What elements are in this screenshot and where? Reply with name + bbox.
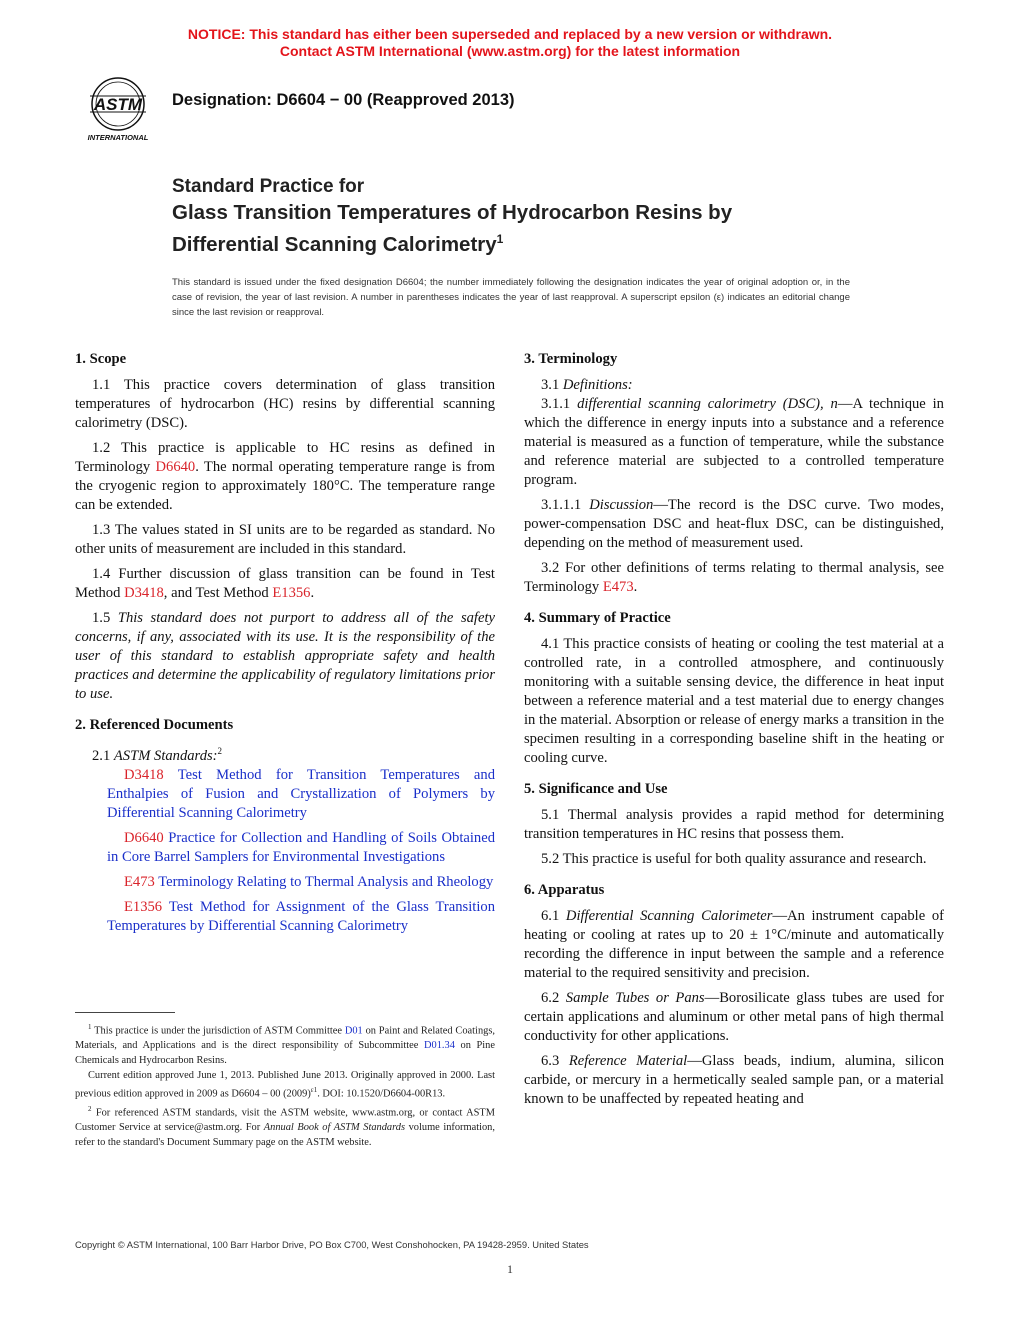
summary-heading: 4. Summary of Practice: [524, 610, 671, 626]
scope-1-1: 1.1 This practice covers determination of glass transition temperatures of hydrocarbon (HC) resins by differential scanning calorimetry (DSC).: [75, 377, 495, 431]
scope-1-4-text-c: .: [310, 585, 315, 601]
footnote-2-text: For referenced ASTM standards, visit the ASTM website, www.astm.org, or contact ASTM Customer Service at service@astm.org. For: [75, 1107, 495, 1134]
link-d01-34[interactable]: D01.34: [424, 1040, 455, 1052]
footnote-2-mark: 2: [88, 1104, 92, 1113]
issuance-note: This standard is issued under the fixed designation D6604; the number immediately following the designation indicates the year of original adoption or, in the case of revision, the year of last revision. A number in parentheses indicates the year of last reapproval. A superscript epsilon (ε) indicates an editorial change since the last revision or reapproval.: [172, 277, 850, 318]
summary-4-1: 4.1 This practice consists of heating or cooling the test material at a controlled rate, in a controlled atmosphere, and continuously monitoring with a suitable sensing device, the difference in heat input between a reference material and a test material due to energy changes in the material. Absorption or release of energy marks a transition in the specimen resulting in a corresponding baseline shift in the heating or cooling curve.: [524, 636, 944, 766]
notice-banner: [0, 26, 1020, 60]
scope-1-4: [75, 565, 495, 603]
reference-item[interactable]: [90, 873, 495, 892]
astm-standards-text: ASTM Standards:: [113, 747, 218, 764]
apparatus-6-2: [524, 989, 944, 1046]
footnote-edition-doi: . DOI: 10.1520/D6604-00R13.: [317, 1088, 446, 1100]
link-d01[interactable]: D01: [344, 1025, 363, 1037]
definitions-label: [524, 376, 944, 395]
astm-standards-num: 2.1: [92, 747, 114, 764]
reference-code[interactable]: E473: [124, 873, 155, 890]
reference-title[interactable]: Test Method for Transition Temperatures and Enthalpies of Fusion and Crystallization of Polymers by Differential Scanning Calorimetry: [107, 766, 495, 821]
apparatus-6-1-num: 6.1: [541, 908, 566, 924]
title-line-3-text: Differential Scanning Calorimetry: [172, 233, 497, 256]
link-d6640[interactable]: D6640: [155, 459, 196, 475]
terminology-3-2-text-b: .: [633, 579, 638, 595]
term-dsc-text: —A technique in which the difference in energy inputs into a substance and a reference material is measured as a function of temperature, while the substance and reference material are subjected to a controlled temperature program.: [524, 396, 944, 488]
reference-item[interactable]: [90, 829, 495, 867]
scope-1-2-text-b: . The normal operating temperature range is from the cryogenic region to approximately 180°C. The temperature range can be extended.: [75, 459, 495, 513]
reference-title[interactable]: Terminology Relating to Thermal Analysis and Rheology: [154, 873, 494, 890]
term-dsc: [524, 395, 944, 490]
reference-title[interactable]: Practice for Collection and Handling of Soils Obtained in Core Barrel Samplers for Environmental Investigations: [107, 829, 495, 865]
apparatus-6-2-num: 6.2: [541, 990, 566, 1006]
logo-caption: INTERNATIONAL: [87, 133, 149, 142]
astm-standards-label: [75, 742, 495, 766]
notice-line-1: NOTICE: This standard has either been superseded and replaced by a new version or withdrawn.: [187, 26, 833, 42]
apparatus-6-3: [524, 1052, 944, 1109]
footnote-edition: [75, 1068, 495, 1101]
apparatus-6-1-term: Differential Scanning Calorimeter: [565, 908, 773, 924]
section-significance: [524, 780, 944, 869]
terminology-3-2-text: 3.2 For other definitions of terms relating to thermal analysis, see Terminology: [524, 560, 944, 595]
apparatus-6-3-term: Reference Material: [568, 1053, 688, 1069]
apparatus-6-2-text: —Borosilicate glass tubes are used for certain applications and aluminum or other metal pans of high thermal conductivity for other applications.: [524, 990, 944, 1044]
title-line-2: Glass Transition Temperatures of Hydrocarbon Resins by: [172, 201, 733, 224]
scope-1-4-text: 1.4 Further discussion of glass transition can be found in Test Method: [75, 566, 495, 601]
definitions-num: 3.1: [541, 377, 563, 393]
scope-1-5: [75, 609, 495, 704]
section-referenced: [75, 716, 495, 936]
scope-heading: 1. Scope: [75, 351, 127, 367]
reference-title[interactable]: Test Method for Assignment of the Glass Transition Temperatures by Differential Scanning Calorimetry: [107, 898, 495, 934]
left-column: [75, 350, 495, 948]
section-apparatus: [524, 881, 944, 1109]
reference-code[interactable]: D3418: [124, 766, 164, 783]
significance-heading: 5. Significance and Use: [524, 781, 668, 797]
significance-5-1: 5.1 Thermal analysis provides a rapid method for determining transition temperatures in HC resins that possess them.: [524, 807, 944, 842]
footnotes: [75, 1020, 495, 1150]
section-terminology: [524, 350, 944, 597]
footnote-2: [75, 1102, 495, 1150]
apparatus-6-3-text: —Glass beads, indium, alumina, silicon carbide, or mercury in a hermetically sealed sample pan, or a material known to be unaffected by repeated heating and: [524, 1053, 944, 1107]
terminology-heading: 3. Terminology: [524, 351, 618, 367]
title-footnote-mark: 1: [496, 232, 504, 246]
scope-1-2: [75, 439, 495, 515]
apparatus-heading: 6. Apparatus: [524, 882, 605, 898]
term-dsc-num: 3.1.1: [541, 396, 578, 412]
term-discussion-term: Discussion: [589, 497, 654, 513]
significance-5-2: 5.2 This practice is useful for both quality assurance and research.: [541, 851, 927, 867]
section-scope: [75, 350, 495, 704]
footnote-1-text-b: on Paint and Related Coatings, Materials, and Applications and is the direct responsibility of Subcommittee: [75, 1025, 495, 1052]
section-summary: [524, 609, 944, 768]
scope-1-5-num: 1.5: [92, 610, 118, 626]
page-number: 1: [507, 1262, 513, 1276]
link-e473[interactable]: E473: [602, 579, 634, 595]
scope-1-5-text: This standard does not purport to address all of the safety concerns, if any, associated with its use. It is the responsibility of the user of this standard to establish appropriate safety and health practices and determine the applicability of regulatory limitations prior to use.: [75, 610, 495, 702]
copyright-line: Copyright © ASTM International, 100 Barr Harbor Drive, PO Box C700, West Conshohocken, PA 19428-2959. United States: [75, 1239, 589, 1250]
link-e1356[interactable]: E1356: [272, 585, 311, 601]
link-d3418[interactable]: D3418: [124, 585, 164, 601]
footnote-1: [75, 1020, 495, 1068]
reference-code[interactable]: E1356: [124, 898, 163, 915]
astm-logo: [76, 76, 160, 144]
term-discussion: [524, 496, 944, 553]
term-dsc-term: differential scanning calorimetry (DSC), n: [577, 396, 838, 412]
footnote-2-text-b: volume information, refer to the standard's Document Summary page on the ASTM website.: [75, 1122, 495, 1149]
footnote-1-text: This practice is under the jurisdiction of ASTM Committee: [91, 1025, 345, 1037]
definitions-text: Definitions:: [562, 377, 633, 393]
terminology-3-2: [524, 559, 944, 597]
title-line-1: Standard Practice for: [172, 176, 365, 197]
designation: Designation: D6604 − 00 (Reapproved 2013): [172, 91, 515, 109]
apparatus-6-1-text: —An instrument capable of heating or cooling at rates up to 20 ± 1°C/minute and automatically recording the difference in input between the sample and a reference material to the required sensitivity and precision.: [524, 908, 945, 981]
reference-list: [75, 766, 495, 936]
reference-item[interactable]: [90, 898, 495, 936]
footnote-divider: [75, 1012, 175, 1013]
reference-code[interactable]: D6640: [124, 829, 164, 846]
astm-standards-footnote-mark: 2: [217, 746, 223, 756]
footnote-2-italic: Annual Book of ASTM Standards: [263, 1122, 406, 1134]
scope-1-2-text: 1.2 This practice is applicable to HC resins as defined in Terminology: [75, 440, 495, 475]
footnote-1-text-c: on Pine Chemicals and Hydrocarbon Resins.: [75, 1040, 495, 1067]
term-discussion-num: 3.1.1.1: [541, 497, 590, 513]
apparatus-6-2-term: Sample Tubes or Pans: [565, 990, 705, 1006]
apparatus-6-3-num: 6.3: [541, 1053, 569, 1069]
title-line-3: [172, 226, 732, 258]
scope-1-4-text-b: , and Test Method: [163, 585, 273, 601]
term-discussion-text: —The record is the DSC curve. Two modes, power-compensation DSC and heat-flux DSC, can be distinguished, depending on the method of measurement used.: [524, 497, 944, 551]
reference-item[interactable]: [90, 766, 495, 823]
footnote-edition-epsilon: ε1: [310, 1086, 318, 1095]
notice-line-2: Contact ASTM International (www.astm.org) for the latest information: [279, 43, 741, 59]
footnote-1-mark: 1: [88, 1023, 92, 1031]
right-column: [524, 350, 944, 1121]
document-title: [172, 174, 732, 258]
astm-logo-mark: [76, 76, 160, 144]
footnote-edition-text: Current edition approved June 1, 2013. Published June 2013. Originally approved in 2000. Last previous edition approved in 2009 as D6604 – 00 (2009): [75, 1070, 495, 1100]
logo-letters: ASTM: [93, 95, 143, 114]
referenced-heading: 2. Referenced Documents: [75, 717, 234, 733]
scope-1-3: 1.3 The values stated in SI units are to be regarded as standard. No other units of measurement are included in this standard.: [75, 522, 495, 557]
apparatus-6-1: [524, 907, 944, 983]
